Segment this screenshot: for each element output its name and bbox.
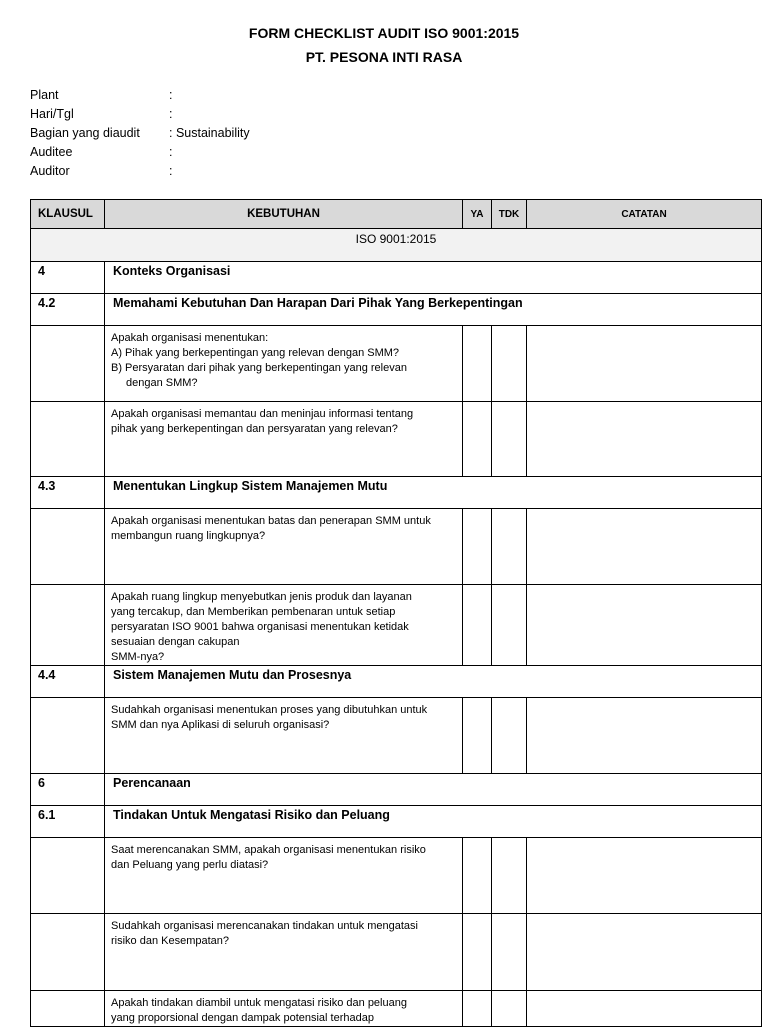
catatan-notes-cell[interactable] bbox=[527, 991, 762, 1027]
requirement-line: dengan SMM? bbox=[126, 377, 198, 389]
requirement-line: yang tercakup, dan Memberikan pembenaran untuk setiap bbox=[111, 606, 396, 618]
tdk-checkbox-cell[interactable] bbox=[492, 509, 527, 585]
requirement-line: Apakah tindakan diambil untuk mengatasi risiko dan peluang bbox=[111, 997, 407, 1009]
requirement-line: pihak yang berkepentingan dan persyaratan yang relevan? bbox=[111, 423, 398, 435]
info-label: Auditee bbox=[30, 145, 73, 159]
form-title: FORM CHECKLIST AUDIT ISO 9001:2015 bbox=[248, 25, 520, 41]
requirement-text bbox=[105, 326, 463, 402]
clause-cell-empty bbox=[31, 402, 105, 477]
table-header-row bbox=[31, 200, 762, 229]
header-tdk: TDK bbox=[492, 200, 527, 229]
tdk-checkbox-cell[interactable] bbox=[492, 326, 527, 402]
requirement-text bbox=[105, 991, 463, 1027]
tdk-checkbox-cell[interactable] bbox=[492, 991, 527, 1027]
requirement-line: Sudahkah organisasi menentukan proses yang dibutuhkan untuk bbox=[111, 704, 428, 716]
catatan-notes-cell[interactable] bbox=[527, 326, 762, 402]
question-row bbox=[31, 914, 762, 991]
info-row-department bbox=[30, 126, 250, 145]
clause-title: Menentukan Lingkup Sistem Manajemen Mutu bbox=[105, 477, 762, 509]
standard-row bbox=[31, 229, 762, 262]
clause-title: Konteks Organisasi bbox=[105, 262, 762, 294]
info-value: : Sustainability bbox=[169, 126, 250, 140]
header-kebutuhan: KEBUTUHAN bbox=[105, 200, 463, 229]
clause-cell-empty bbox=[31, 585, 105, 666]
question-row bbox=[31, 698, 762, 774]
requirement-text bbox=[105, 509, 463, 585]
info-value: : bbox=[169, 88, 173, 102]
header-catatan: CATATAN bbox=[527, 200, 762, 229]
requirement-line: Sudahkah organisasi merencanakan tindakan untuk mengatasi bbox=[111, 920, 418, 932]
tdk-checkbox-cell[interactable] bbox=[492, 402, 527, 477]
audit-info bbox=[30, 88, 250, 183]
requirement-line: SMM dan nya Aplikasi di seluruh organisasi? bbox=[111, 719, 330, 731]
section-row bbox=[31, 294, 762, 326]
catatan-notes-cell[interactable] bbox=[527, 402, 762, 477]
requirement-line: SMM-nya? bbox=[111, 651, 165, 663]
clause-cell-empty bbox=[31, 838, 105, 914]
clause-title: Sistem Manajemen Mutu dan Prosesnya bbox=[105, 666, 762, 698]
section-row bbox=[31, 477, 762, 509]
catatan-notes-cell[interactable] bbox=[527, 509, 762, 585]
checklist-table bbox=[30, 199, 762, 1027]
question-row bbox=[31, 402, 762, 477]
requirement-line: risiko dan Kesempatan? bbox=[111, 935, 230, 947]
info-label: Bagian yang diaudit bbox=[30, 126, 140, 140]
ya-checkbox-cell[interactable] bbox=[463, 326, 492, 402]
requirement-line: Apakah ruang lingkup menyebutkan jenis produk dan layanan bbox=[111, 591, 412, 603]
clause-number: 6 bbox=[31, 774, 105, 806]
requirement-line: A) Pihak yang berkepentingan yang relevan dengan SMM? bbox=[111, 347, 400, 359]
requirement-line: Apakah organisasi memantau dan meninjau informasi tentang bbox=[111, 408, 414, 420]
clause-title: Memahami Kebutuhan Dan Harapan Dari Pihak Yang Berkepentingan bbox=[105, 294, 762, 326]
clause-number: 6.1 bbox=[31, 806, 105, 838]
clause-number: 4 bbox=[31, 262, 105, 294]
tdk-checkbox-cell[interactable] bbox=[492, 838, 527, 914]
ya-checkbox-cell[interactable] bbox=[463, 402, 492, 477]
question-row bbox=[31, 509, 762, 585]
section-row bbox=[31, 806, 762, 838]
ya-checkbox-cell[interactable] bbox=[463, 838, 492, 914]
ya-checkbox-cell[interactable] bbox=[463, 914, 492, 991]
question-row bbox=[31, 585, 762, 666]
info-row-auditor bbox=[30, 164, 250, 183]
requirement-text bbox=[105, 914, 463, 991]
info-value: : bbox=[169, 164, 173, 178]
question-row bbox=[31, 326, 762, 402]
standard-label: ISO 9001:2015 bbox=[31, 229, 762, 262]
clause-number: 4.2 bbox=[31, 294, 105, 326]
tdk-checkbox-cell[interactable] bbox=[492, 698, 527, 774]
catatan-notes-cell[interactable] bbox=[527, 585, 762, 666]
requirement-line: sesuaian dengan cakupan bbox=[111, 636, 240, 648]
info-label: Hari/Tgl bbox=[30, 107, 74, 121]
header-klausul: KLAUSUL bbox=[31, 200, 105, 229]
ya-checkbox-cell[interactable] bbox=[463, 509, 492, 585]
section-row bbox=[31, 666, 762, 698]
requirement-line: persyaratan ISO 9001 bahwa organisasi menentukan ketidak bbox=[111, 621, 409, 633]
requirement-line: Saat merencanakan SMM, apakah organisasi menentukan risiko bbox=[111, 844, 426, 856]
catatan-notes-cell[interactable] bbox=[527, 698, 762, 774]
ya-checkbox-cell[interactable] bbox=[463, 585, 492, 666]
requirement-text bbox=[105, 838, 463, 914]
section-row bbox=[31, 774, 762, 806]
section-row bbox=[31, 262, 762, 294]
catatan-notes-cell[interactable] bbox=[527, 914, 762, 991]
clause-title: Perencanaan bbox=[105, 774, 762, 806]
clause-cell-empty bbox=[31, 326, 105, 402]
company-name: PT. PESONA INTI RASA bbox=[305, 49, 463, 65]
clause-cell-empty bbox=[31, 914, 105, 991]
catatan-notes-cell[interactable] bbox=[527, 838, 762, 914]
tdk-checkbox-cell[interactable] bbox=[492, 914, 527, 991]
requirement-line: dan Peluang yang perlu diatasi? bbox=[111, 859, 269, 871]
info-value: : bbox=[169, 145, 173, 159]
info-label: Auditor bbox=[30, 164, 70, 178]
requirement-line: B) Persyaratan dari pihak yang berkepentingan yang relevan bbox=[111, 362, 407, 374]
requirement-text bbox=[105, 585, 463, 666]
requirement-line: yang proporsional dengan dampak potensial terhadap bbox=[111, 1012, 374, 1024]
ya-checkbox-cell[interactable] bbox=[463, 991, 492, 1027]
ya-checkbox-cell[interactable] bbox=[463, 698, 492, 774]
clause-number: 4.3 bbox=[31, 477, 105, 509]
info-row-date bbox=[30, 107, 250, 126]
requirement-text bbox=[105, 698, 463, 774]
info-row-plant bbox=[30, 88, 250, 107]
clause-cell-empty bbox=[31, 991, 105, 1027]
clause-cell-empty bbox=[31, 698, 105, 774]
requirement-line: Apakah organisasi menentukan: bbox=[111, 332, 269, 344]
info-value: : bbox=[169, 107, 173, 121]
info-row-auditee bbox=[30, 145, 250, 164]
requirement-line: membangun ruang lingkupnya? bbox=[111, 530, 266, 542]
info-label: Plant bbox=[30, 88, 59, 102]
clause-number: 4.4 bbox=[31, 666, 105, 698]
tdk-checkbox-cell[interactable] bbox=[492, 585, 527, 666]
header-ya: YA bbox=[463, 200, 492, 229]
requirement-line: Apakah organisasi menentukan batas dan penerapan SMM untuk bbox=[111, 515, 431, 527]
clause-cell-empty bbox=[31, 509, 105, 585]
requirement-text bbox=[105, 402, 463, 477]
clause-title: Tindakan Untuk Mengatasi Risiko dan Peluang bbox=[105, 806, 762, 838]
question-row bbox=[31, 838, 762, 914]
question-row bbox=[31, 991, 762, 1027]
